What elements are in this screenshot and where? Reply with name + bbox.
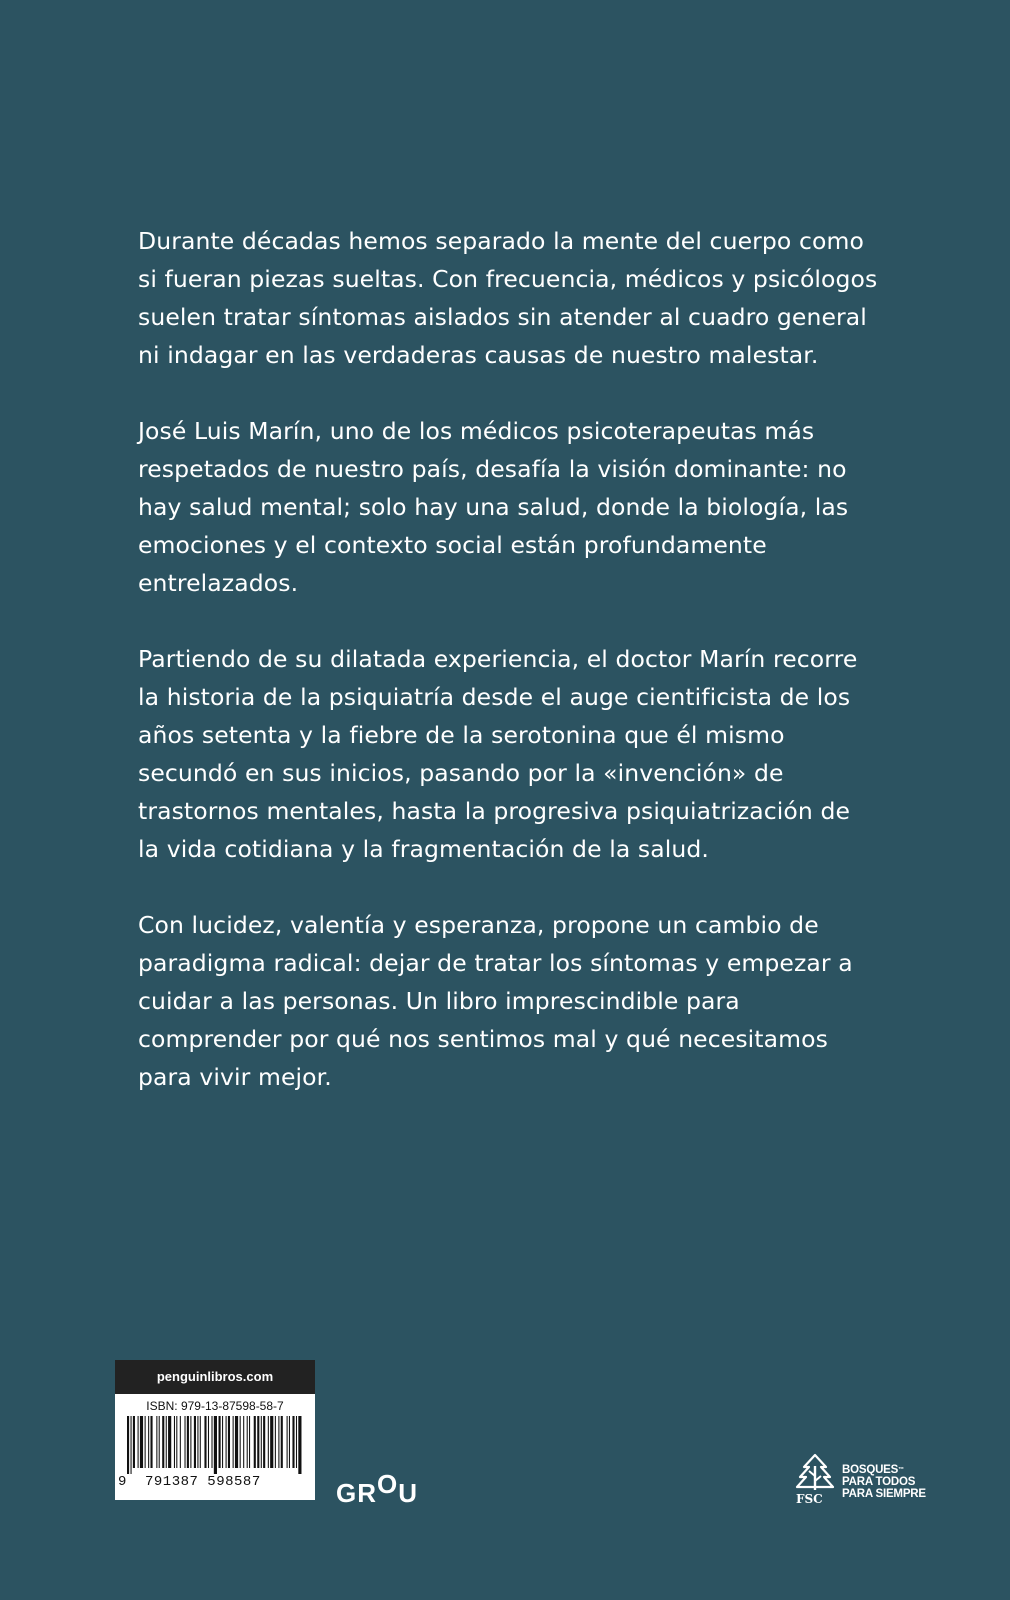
barcode-bar (156, 1416, 157, 1468)
blurb-paragraph-1: Durante décadas hemos separado la mente del cuerpo como si fueran piezas sueltas. Con frecuencia, médicos y psicólogos suelen tratar síntomas aislados sin atender al cuadro general ni indagar en las verdaderas causas de nuestro malestar. (138, 227, 878, 369)
barcode-bar (296, 1416, 297, 1468)
fsc-slogan-line-1: BOSQUES (842, 1464, 899, 1476)
barcode-bar (150, 1416, 152, 1468)
barcode-bar (287, 1416, 288, 1468)
fsc-trademark: ™ (898, 1467, 904, 1473)
barcode-icon (127, 1416, 303, 1474)
barcode-bar (228, 1416, 230, 1468)
barcode-bar (292, 1416, 294, 1468)
barcode-bar (168, 1416, 171, 1468)
blurb-paragraph-3: Partiendo de su dilatada experiencia, el doctor Marín recorre la historia de la psiquiatría desde el auge cientificista de los años setenta y la fiebre de la serotonina que él mismo secundó en sus inicios, pasando por la «invención» de trastornos mentales, hasta la progresiva psiquiatrización de la vida cotidiana y la fragmentación de la salud. (138, 645, 858, 863)
barcode-bar (166, 1416, 167, 1468)
barcode-first-digit: 9 (118, 1474, 127, 1490)
barcode-bar (138, 1416, 139, 1468)
fsc-logo (792, 1452, 942, 1512)
barcode-bar (190, 1416, 191, 1468)
barcode-bar (240, 1416, 241, 1468)
barcode-bar (187, 1416, 189, 1468)
barcode-bar (184, 1416, 185, 1468)
barcode-bar (235, 1416, 238, 1468)
grou-logo (336, 1469, 419, 1509)
barcode-bar (194, 1416, 196, 1468)
barcode-bar (127, 1416, 129, 1474)
barcode-bar (148, 1416, 149, 1468)
barcode-bar (211, 1416, 212, 1468)
barcode-bar (298, 1416, 301, 1474)
barcode-bar (254, 1416, 256, 1468)
barcode-bar (261, 1416, 262, 1468)
barcode-bar (278, 1416, 279, 1468)
barcode-bar (140, 1416, 143, 1468)
grou-logo-left: GR (336, 1478, 377, 1508)
isbn-label: ISBN: 979-13-87598-58-7 (146, 1399, 284, 1413)
barcode-bar (263, 1416, 265, 1468)
barcode-bar (208, 1416, 209, 1468)
fsc-label: FSC (796, 1492, 823, 1506)
grou-logo-raised: O (377, 1469, 399, 1499)
barcode-bar (176, 1416, 177, 1468)
barcode-bar (281, 1416, 283, 1468)
barcode-bar (270, 1416, 273, 1468)
barcode-bar (131, 1416, 132, 1474)
barcode-bar (257, 1416, 259, 1468)
barcode-bar (159, 1416, 160, 1468)
barcode-bar (249, 1416, 250, 1468)
fsc-slogan-line-2: PARA TODOS (842, 1476, 916, 1488)
barcode-bar (204, 1416, 206, 1468)
barcode-bar (219, 1416, 221, 1468)
grou-logo-right: U (398, 1478, 419, 1508)
blurb-paragraph-4: Con lucidez, valentía y esperanza, propone un cambio de paradigma radical: dejar de tratar los síntomas y empezar a cuidar a las personas. Un libro imprescindible para comprender por qué nos sentimos mal y qué necesitamos para vivir mejor. (138, 911, 853, 1091)
barcode-bar (289, 1416, 290, 1468)
barcode-bar (233, 1416, 234, 1468)
barcode-bar (268, 1416, 269, 1468)
barcode-bar (226, 1416, 227, 1468)
barcode-bar (243, 1416, 244, 1468)
barcode-bar (174, 1416, 175, 1468)
barcode-bar (180, 1416, 181, 1468)
barcode-bar (133, 1416, 135, 1468)
barcode-digit-groups: 791387 598587 (145, 1474, 261, 1490)
fsc-tree-icon (792, 1452, 838, 1494)
fsc-slogan (842, 1464, 926, 1500)
fsc-slogan-line-3: PARA SIEMPRE (842, 1488, 926, 1500)
back-cover-blurb (138, 222, 878, 1134)
publisher-website: penguinlibros.com (115, 1360, 315, 1394)
barcode-bar (247, 1416, 248, 1468)
barcode-bar (145, 1416, 146, 1468)
barcode-bar (162, 1416, 164, 1468)
barcode-bar (222, 1416, 223, 1468)
barcode-bar (275, 1416, 276, 1468)
blurb-paragraph-2: José Luis Marín, uno de los médicos psicoterapeutas más respetados de nuestro país, desafía la visión dominante: no hay salud mental; solo hay una salud, donde la biología, las emociones y el contexto social están profundamente entrelazados. (138, 417, 849, 597)
barcode-box (115, 1360, 315, 1500)
barcode-bar (197, 1416, 198, 1468)
barcode-bar (200, 1416, 201, 1468)
barcode-bar (214, 1416, 217, 1474)
